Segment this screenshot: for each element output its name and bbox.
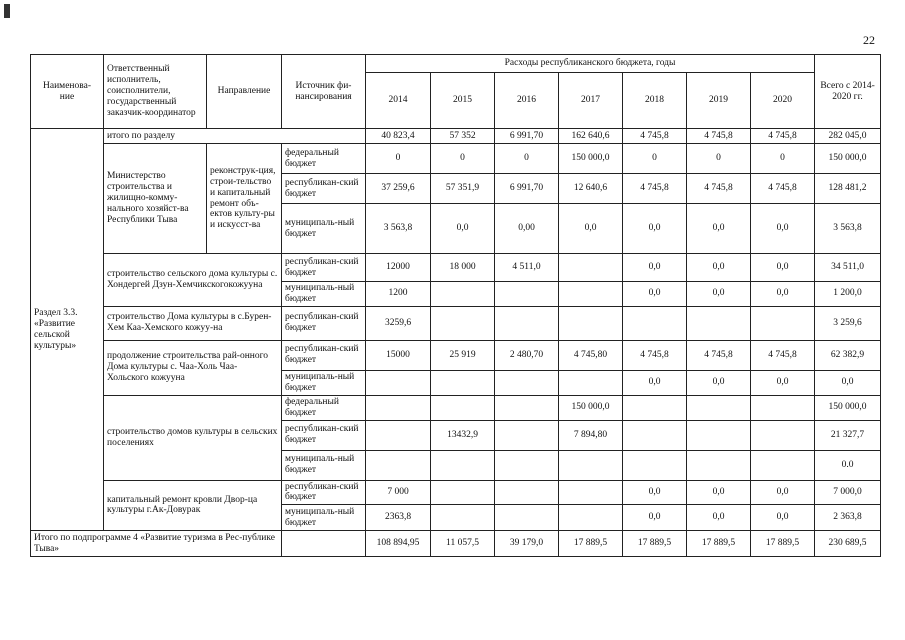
value-cell: 0,0 <box>687 505 751 531</box>
value-cell <box>431 282 495 307</box>
value-cell: 17 889,5 <box>751 531 815 557</box>
value-cell <box>431 480 495 505</box>
ministry-direction: реконструк-ция, строи-тельство и капитальный ремонт объ-ектов культу-ры и искусст-ва <box>207 144 282 254</box>
value-cell <box>623 420 687 450</box>
value-cell: 4 745,8 <box>687 174 751 204</box>
value-cell: 0 <box>751 144 815 174</box>
funding-source: республикан-ский бюджет <box>282 306 366 340</box>
value-cell <box>495 395 559 420</box>
value-cell: 40 823,4 <box>366 129 431 144</box>
section-title: Раздел 3.3. «Развитие сельской культуры» <box>31 129 104 531</box>
value-cell: 25 919 <box>431 340 495 370</box>
value-cell: 7 000,0 <box>815 480 881 505</box>
header-source: Источник фи- нансирования <box>282 55 366 129</box>
value-cell <box>431 450 495 480</box>
value-cell: 0 <box>366 144 431 174</box>
funding-source: муниципаль-ный бюджет <box>282 282 366 307</box>
value-cell: 4 745,8 <box>751 340 815 370</box>
funding-source: муниципаль-ный бюджет <box>282 370 366 395</box>
year-header: 2019 <box>687 73 751 129</box>
value-cell <box>431 505 495 531</box>
funding-source: муниципаль-ный бюджет <box>282 204 366 254</box>
funding-source: федеральный бюджет <box>282 144 366 174</box>
empty-cell <box>282 531 366 557</box>
value-cell <box>431 370 495 395</box>
value-cell: 62 382,9 <box>815 340 881 370</box>
year-header: 2014 <box>366 73 431 129</box>
project-name: строительство Дома культуры в с.Бурен-Хем Каа-Хемского кожуу-на <box>104 306 282 340</box>
value-cell: 150 000,0 <box>559 144 623 174</box>
table-row <box>31 480 881 505</box>
value-cell: 150 000,0 <box>559 395 623 420</box>
value-cell: 0,0 <box>623 282 687 307</box>
value-cell <box>431 306 495 340</box>
value-cell: 0,0 <box>623 370 687 395</box>
value-cell: 17 889,5 <box>687 531 751 557</box>
value-cell: 0,0 <box>687 480 751 505</box>
value-cell: 17 889,5 <box>559 531 623 557</box>
value-cell: 0,0 <box>687 254 751 282</box>
value-cell: 4 745,8 <box>687 129 751 144</box>
section-total-label: итого по разделу <box>104 129 366 144</box>
value-cell: 1 200,0 <box>815 282 881 307</box>
value-cell <box>559 370 623 395</box>
table-body <box>31 55 881 557</box>
value-cell <box>366 450 431 480</box>
header-name: Наименова- ние <box>31 55 104 129</box>
value-cell: 4 745,80 <box>559 340 623 370</box>
value-cell <box>559 306 623 340</box>
value-cell: 7 000 <box>366 480 431 505</box>
value-cell: 282 045,0 <box>815 129 881 144</box>
funding-source: республикан-ский бюджет <box>282 480 366 505</box>
value-cell <box>495 505 559 531</box>
header-direction: Направление <box>207 55 282 129</box>
value-cell: 4 745,8 <box>623 174 687 204</box>
value-cell: 17 889,5 <box>623 531 687 557</box>
value-cell: 39 179,0 <box>495 531 559 557</box>
table-row <box>31 531 881 557</box>
project-name: продолжение строительства рай-онного Дома культуры с. Чаа-Холь Чаа-Хольского кожууна <box>104 340 282 395</box>
funding-source: республикан-ский бюджет <box>282 420 366 450</box>
header-expenses: Расходы республиканского бюджета, годы <box>366 55 815 73</box>
year-header: 2016 <box>495 73 559 129</box>
year-header: 2020 <box>751 73 815 129</box>
value-cell: 0,0 <box>751 480 815 505</box>
value-cell <box>495 282 559 307</box>
value-cell: 6 991,70 <box>495 129 559 144</box>
value-cell: 2363,8 <box>366 505 431 531</box>
year-header: 2017 <box>559 73 623 129</box>
value-cell: 4 745,8 <box>687 340 751 370</box>
value-cell: 1200 <box>366 282 431 307</box>
funding-source: федеральный бюджет <box>282 395 366 420</box>
value-cell: 0,0 <box>815 370 881 395</box>
year-header: 2018 <box>623 73 687 129</box>
project-name: строительство сельского дома культуры с. Хондергей Дзун-Хемчикскогокожууна <box>104 254 282 307</box>
value-cell <box>623 450 687 480</box>
value-cell: 0,0 <box>751 505 815 531</box>
value-cell: 230 689,5 <box>815 531 881 557</box>
value-cell: 150 000,0 <box>815 395 881 420</box>
scan-edge-mark <box>4 4 10 18</box>
value-cell: 0 <box>431 144 495 174</box>
value-cell: 0 <box>687 144 751 174</box>
value-cell: 0,0 <box>751 204 815 254</box>
value-cell: 11 057,5 <box>431 531 495 557</box>
value-cell <box>751 450 815 480</box>
value-cell: 57 351,9 <box>431 174 495 204</box>
value-cell <box>495 420 559 450</box>
value-cell: 4 745,8 <box>751 174 815 204</box>
value-cell: 4 745,8 <box>751 129 815 144</box>
value-cell <box>687 450 751 480</box>
funding-source: муниципаль-ный бюджет <box>282 505 366 531</box>
value-cell: 2 363,8 <box>815 505 881 531</box>
ministry-executor: Министерство строительства и жилищно-комму-нального хозяйст-ва Республики Тыва <box>104 144 207 254</box>
year-header: 2015 <box>431 73 495 129</box>
value-cell <box>751 420 815 450</box>
value-cell: 3 259,6 <box>815 306 881 340</box>
value-cell <box>495 450 559 480</box>
funding-source: республикан-ский бюджет <box>282 254 366 282</box>
page-number: 22 <box>863 33 875 47</box>
value-cell <box>687 306 751 340</box>
value-cell: 0,0 <box>623 480 687 505</box>
value-cell <box>751 395 815 420</box>
funding-source: республикан-ский бюджет <box>282 340 366 370</box>
value-cell: 0,0 <box>687 204 751 254</box>
value-cell <box>366 395 431 420</box>
value-cell <box>366 420 431 450</box>
value-cell <box>687 420 751 450</box>
table-row <box>31 254 881 282</box>
value-cell: 0,0 <box>751 282 815 307</box>
table-row <box>31 306 881 340</box>
value-cell: 0,0 <box>687 370 751 395</box>
value-cell: 0,0 <box>623 254 687 282</box>
table-row <box>31 340 881 370</box>
value-cell: 0,00 <box>495 204 559 254</box>
value-cell: 0,0 <box>751 370 815 395</box>
table-row <box>31 55 881 73</box>
project-name: капитальный ремонт кровли Двор-ца культуры г.Ак-Довурак <box>104 480 282 531</box>
value-cell: 12000 <box>366 254 431 282</box>
value-cell: 0,0 <box>751 254 815 282</box>
value-cell: 0,0 <box>623 505 687 531</box>
value-cell <box>623 395 687 420</box>
value-cell: 13432,9 <box>431 420 495 450</box>
value-cell: 0.0 <box>815 450 881 480</box>
value-cell: 57 352 <box>431 129 495 144</box>
value-cell: 0 <box>495 144 559 174</box>
value-cell <box>559 282 623 307</box>
value-cell: 108 894,95 <box>366 531 431 557</box>
value-cell <box>366 370 431 395</box>
value-cell: 0 <box>623 144 687 174</box>
value-cell: 34 511,0 <box>815 254 881 282</box>
value-cell <box>559 254 623 282</box>
value-cell: 15000 <box>366 340 431 370</box>
funding-source: республикан-ский бюджет <box>282 174 366 204</box>
value-cell: 0,0 <box>623 204 687 254</box>
value-cell <box>623 306 687 340</box>
project-name: строительство домов культуры в сельских поселениях <box>104 395 282 480</box>
funding-source: муниципаль-ный бюджет <box>282 450 366 480</box>
value-cell: 3 563,8 <box>815 204 881 254</box>
value-cell: 128 481,2 <box>815 174 881 204</box>
value-cell <box>559 505 623 531</box>
value-cell <box>495 480 559 505</box>
table-row <box>31 395 881 420</box>
value-cell: 0,0 <box>559 204 623 254</box>
value-cell <box>431 395 495 420</box>
value-cell: 4 745,8 <box>623 129 687 144</box>
value-cell: 2 480,70 <box>495 340 559 370</box>
value-cell <box>559 480 623 505</box>
value-cell: 162 640,6 <box>559 129 623 144</box>
table-row <box>31 144 881 174</box>
value-cell: 18 000 <box>431 254 495 282</box>
value-cell: 3259,6 <box>366 306 431 340</box>
value-cell <box>559 450 623 480</box>
value-cell: 0,0 <box>687 282 751 307</box>
value-cell <box>751 306 815 340</box>
value-cell: 150 000,0 <box>815 144 881 174</box>
value-cell: 3 563,8 <box>366 204 431 254</box>
subprogram-total-label: Итого по подпрограмме 4 «Развитие туризма в Рес-публике Тыва» <box>31 531 282 557</box>
value-cell <box>495 370 559 395</box>
value-cell: 4 511,0 <box>495 254 559 282</box>
value-cell: 4 745,8 <box>623 340 687 370</box>
value-cell: 6 991,70 <box>495 174 559 204</box>
value-cell: 21 327,7 <box>815 420 881 450</box>
value-cell: 7 894,80 <box>559 420 623 450</box>
value-cell <box>687 395 751 420</box>
header-total: Всего с 2014-2020 гг. <box>815 55 881 129</box>
budget-table <box>30 54 881 557</box>
table-row <box>31 129 881 144</box>
value-cell <box>495 306 559 340</box>
value-cell: 0,0 <box>431 204 495 254</box>
header-executor: Ответственный исполнитель, соисполнители, государственный заказчик-координатор <box>104 55 207 129</box>
value-cell: 12 640,6 <box>559 174 623 204</box>
value-cell: 37 259,6 <box>366 174 431 204</box>
